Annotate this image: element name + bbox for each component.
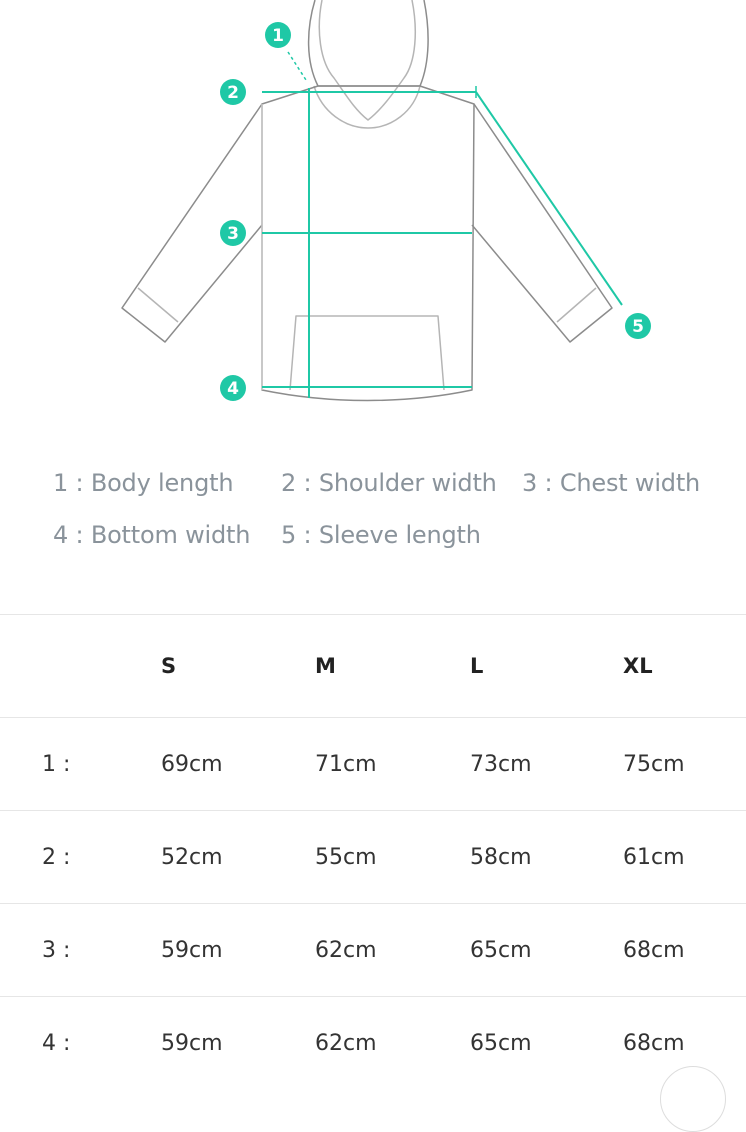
hoodie-diagram: [0, 0, 746, 420]
table-cell: 75cm: [623, 751, 685, 777]
table-cell: 69cm: [161, 751, 223, 777]
table-cell: 73cm: [470, 751, 532, 777]
table-row: [0, 904, 746, 997]
body-length-leader: [288, 52, 306, 80]
table-cell: 52cm: [161, 844, 223, 870]
hoodie-pocket-outline: [290, 316, 444, 390]
hoodie-right-sleeve-outline: [472, 104, 612, 342]
marker-5: [625, 313, 651, 339]
table-cell: 55cm: [315, 844, 377, 870]
table-cell: 61cm: [623, 844, 685, 870]
table-row: [0, 718, 746, 811]
table-cell: 59cm: [161, 1030, 223, 1056]
table-cell: 68cm: [623, 937, 685, 963]
hoodie-hood-outline: [309, 0, 429, 86]
table-cell: 68cm: [623, 1030, 685, 1056]
legend-shoulder-width: 2 : Shoulder width: [281, 469, 497, 497]
size-table: [0, 614, 746, 1089]
table-cell: 58cm: [470, 844, 532, 870]
header-size-l: L: [470, 654, 484, 678]
svg-text:2: 2: [227, 83, 239, 103]
svg-text:5: 5: [632, 317, 644, 337]
marker-1: [265, 22, 291, 48]
row-label: 1 :: [42, 751, 71, 777]
legend-body-length: 1 : Body length: [53, 469, 234, 497]
row-label: 2 :: [42, 844, 71, 870]
row-label: 3 :: [42, 937, 71, 963]
marker-4: [220, 375, 246, 401]
sleeve-length-line: [476, 92, 622, 305]
legend-chest-width: 3 : Chest width: [522, 469, 701, 497]
svg-text:3: 3: [227, 224, 239, 244]
hoodie-right-cuff: [557, 288, 596, 322]
table-cell: 59cm: [161, 937, 223, 963]
svg-text:1: 1: [272, 26, 284, 46]
hoodie-body-outline: [262, 86, 474, 401]
header-size-s: S: [161, 654, 177, 678]
legend-sleeve-length: 5 : Sleeve length: [281, 521, 481, 549]
hoodie-left-cuff: [138, 288, 178, 322]
row-label: 4 :: [42, 1030, 71, 1056]
measurement-legend: [0, 455, 746, 565]
marker-2: [220, 79, 246, 105]
hoodie-hood-inner: [319, 0, 415, 120]
header-size-m: M: [315, 654, 336, 678]
marker-3: [220, 220, 246, 246]
table-row: [0, 811, 746, 904]
table-cell: 62cm: [315, 1030, 377, 1056]
table-header-row: [0, 615, 746, 718]
legend-bottom-width: 4 : Bottom width: [53, 521, 251, 549]
table-cell: 65cm: [470, 1030, 532, 1056]
floating-scroll-button[interactable]: [660, 1066, 726, 1132]
table-row: [0, 997, 746, 1089]
header-size-xl: XL: [623, 654, 653, 678]
svg-text:4: 4: [227, 379, 239, 399]
table-cell: 62cm: [315, 937, 377, 963]
table-cell: 71cm: [315, 751, 377, 777]
table-cell: 65cm: [470, 937, 532, 963]
